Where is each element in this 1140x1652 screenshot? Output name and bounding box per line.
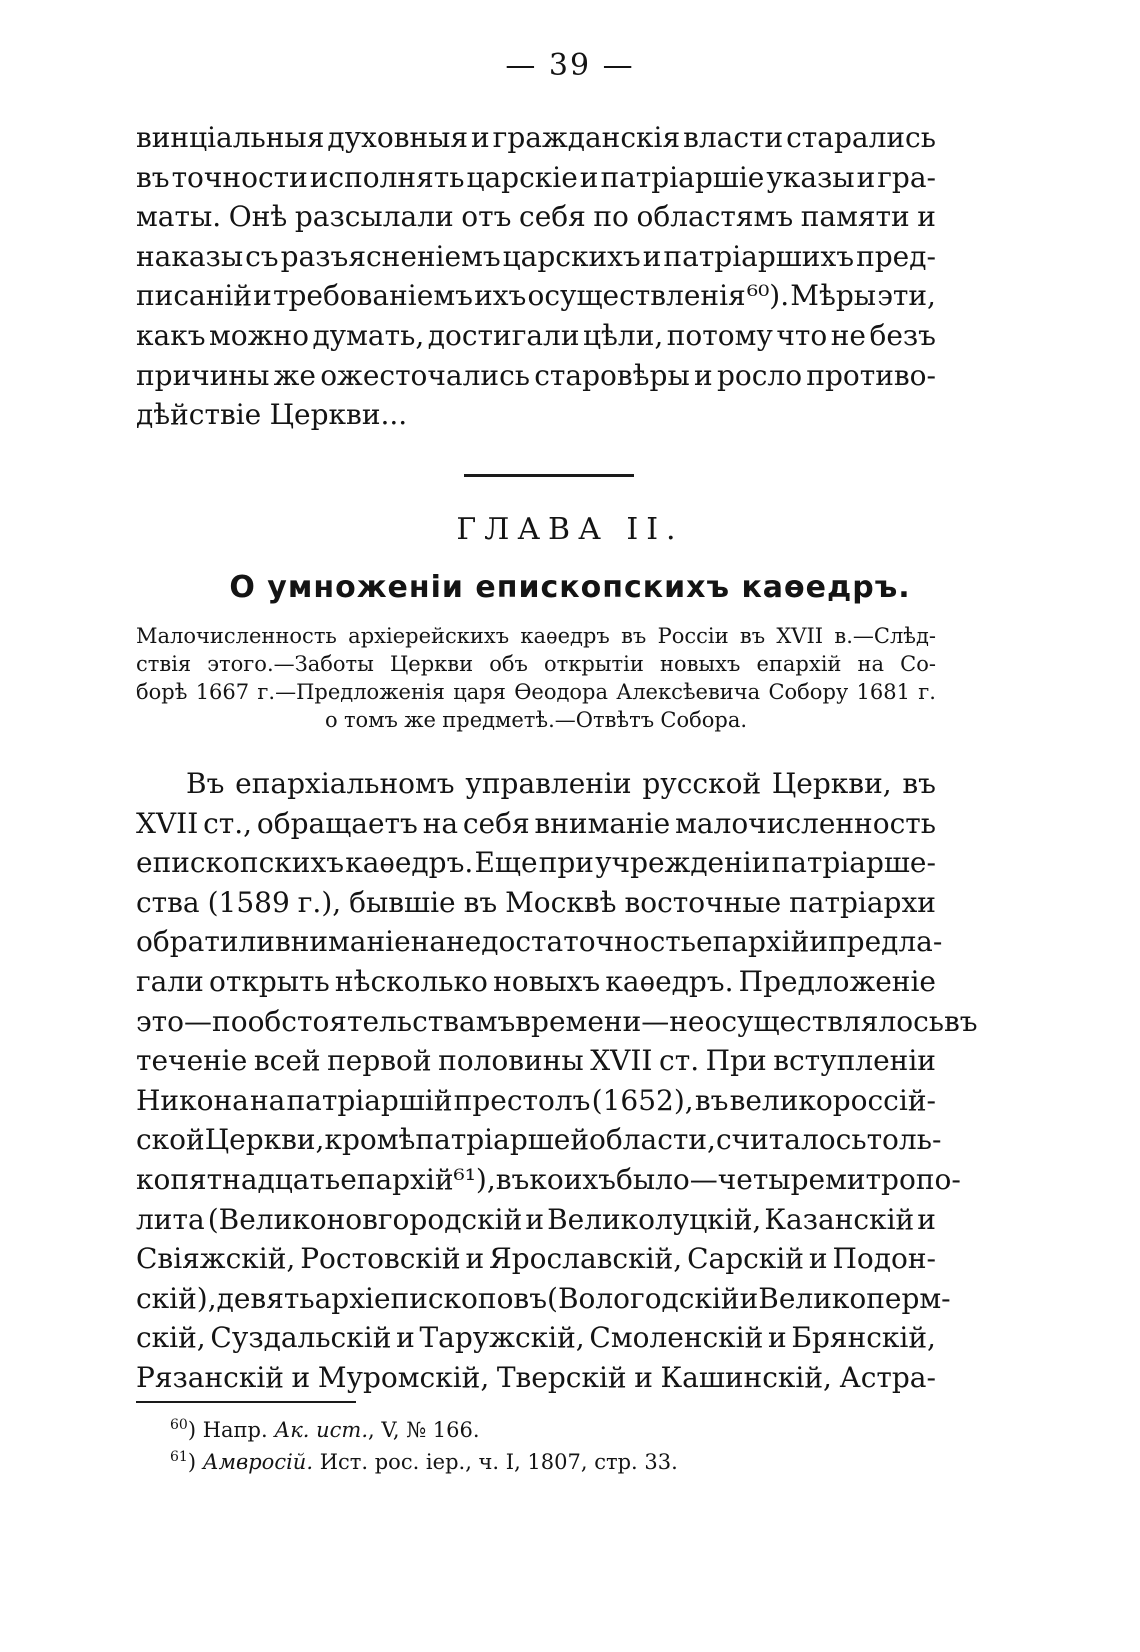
body_lines-line: обратили вниманіе на недостаточность епархій и предла- [136,925,943,959]
page-number: — 39 — [505,48,635,83]
intro_lines-line: причины же ожесточались старовѣры и росло противо- [136,358,936,392]
footnotes [170,1414,930,1478]
chapter-summary [136,622,936,734]
intro_lines-line: въ точности исполнять царскіе и патріаршіе указы и гра- [136,160,936,194]
body_lines-line: XVII ст., обращаетъ на себя вниманіе малочисленность [136,806,936,840]
intro_lines-line: какъ можно думать, достигали цѣли, потому что не безъ [136,318,936,352]
footnote-61: $^{61}$) Амвросій. Ист. рос. іер., ч. I, 1807, стр. 33. [170,1449,678,1474]
body_lines-line: Въ епархіальномъ управленіи русской Церкви, въ [186,767,936,800]
body_lines-line: это—по обстоятельствамъ времени—не осуществлялось въ [136,1004,978,1038]
intro_lines-line: наказы съ разъясненіемъ царскихъ и патріаршихъ пред- [136,239,936,273]
body_lines-line: Никона на патріаршій престолъ (1652), въ великороссій- [136,1083,936,1117]
body_lines-line: Рязанскій и Муромскій, Тверскій и Кашинскій, Астра- [136,1360,936,1394]
body-paragraph [136,764,978,1398]
intro_lines-line: писаній и требованіемъ ихъ осуществленія ⁶⁰). Мѣры эти, [136,279,936,313]
intro_lines-line: винціальныя духовныя и гражданскія власти старались [136,121,936,154]
body_lines-line: Свіяжскій, Ростовскій и Ярославскій, Сарскій и Подон- [136,1242,936,1276]
chapter-title: О умноженіи епископскихъ каѳедръ. [229,570,911,605]
body_lines-line: гали открыть нѣсколько новыхъ каѳедръ. Предложеніе [136,964,936,998]
summary_lines-line: Малочисленность архіерейскихъ каѳедръ въ Россіи въ XVII в.—Слѣд- [136,624,936,648]
summary_lines-line: борѣ 1667 г.—Предложенія царя Ѳеодора Алексѣевича Собору 1681 г. [136,680,936,704]
chapter-label: ГЛАВА II. [456,512,684,547]
body_lines-line: скій, Суздальскій и Таружскій, Смоленскій и Брянскій, [136,1321,936,1355]
summary_lines-line: ствія этого.—Заботы Церкви объ открытіи новыхъ епархій на Со- [136,652,936,676]
body_lines-line: ко пятнадцать епархій ⁶¹), въ коихъ было—четыре митропо- [136,1162,961,1196]
body_lines-line: лита (Великоновгородскій и Великолуцкій, Казанскій и [136,1202,936,1236]
footnote-60: $^{60}$) Напр. Ак. ист., V, № 166. [170,1417,480,1442]
summary_lines-line: о томъ же предметѣ.—Отвѣтъ Собора. [324,708,748,732]
body_lines-line: епископскихъ каѳедръ. Еще при учрежденіи патріарше- [136,846,936,880]
intro_lines-line: маты. Онѣ разсылали отъ себя по областямъ памяти и [136,200,936,234]
intro-paragraph [136,118,936,435]
body_lines-line: скій), девять архіепископовъ (Вологодскій и Великоперм- [136,1281,951,1315]
section-divider [464,474,634,477]
body_lines-line: теченіе всей первой половины XVII ст. При вступленіи [136,1044,936,1078]
body_lines-line: ства (1589 г.), бывшіе въ Москвѣ восточные патріархи [136,885,936,919]
intro_lines-line: дѣйствіе Церкви... [136,398,408,432]
body_lines-line: ской Церкви, кромѣ патріаршей области, считалось толь- [136,1123,942,1157]
footnote-divider [136,1401,356,1403]
